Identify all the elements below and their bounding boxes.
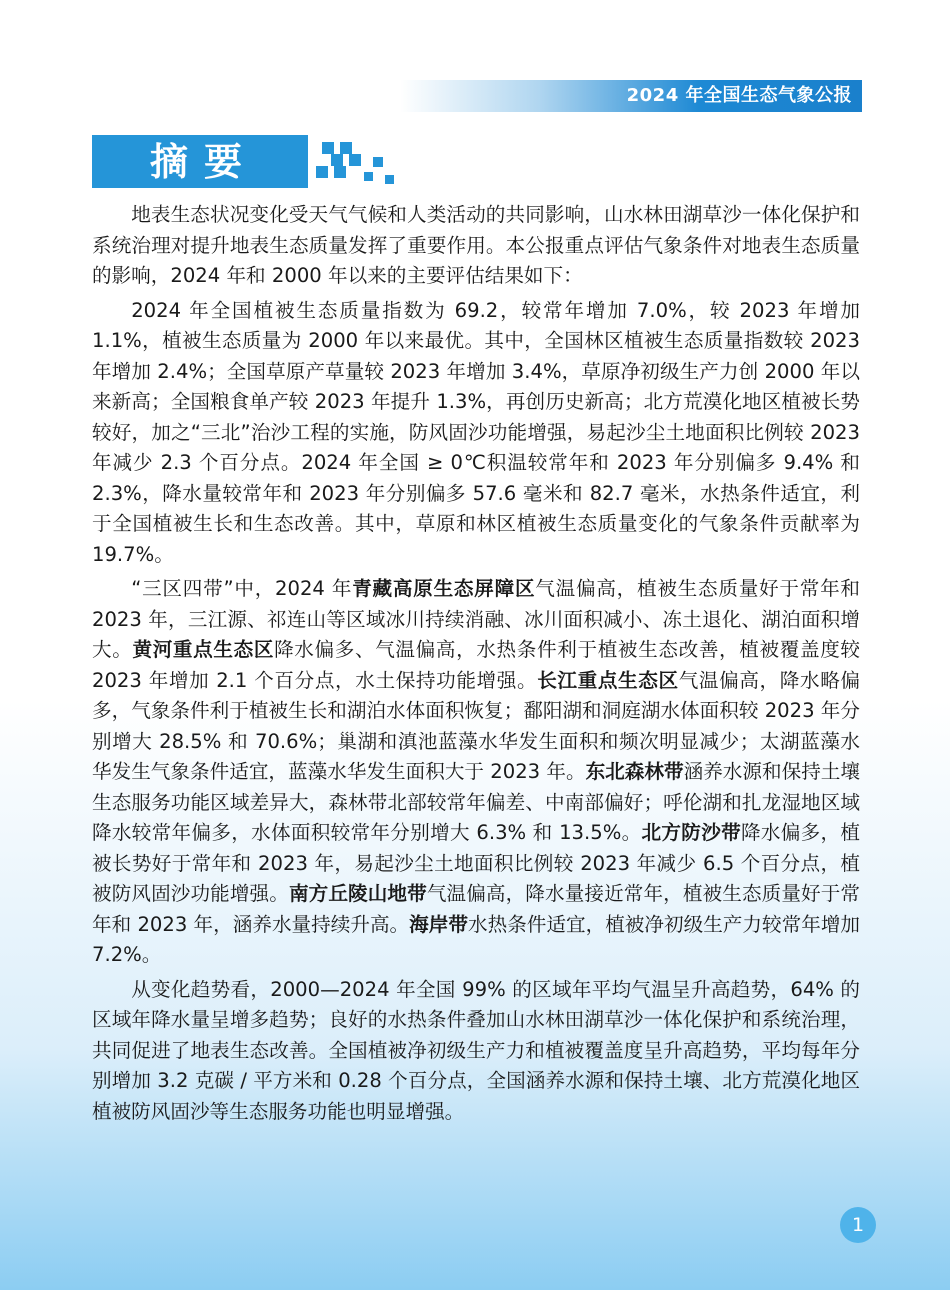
paragraph-trends: 从变化趋势看，2000—2024 年全国 99% 的区域年平均气温呈升高趋势，64% 的区域年降水量呈增多趋势；良好的水热条件叠加山水林田湖草沙一体化保护和系统治理，共同促进了地表生态改善。全国植被净初级生产力和植被覆盖度呈升高趋势，平均每年分别增加 3.2 克碳 / 平方米和 0.28 个百分点，全国涵养水源和保持土壤、北方荒漠化地区植被防风固沙等生态服务功能也明显增强。 — [92, 977, 860, 1123]
region-yangtze-river: 长江重点生态区 — [537, 668, 679, 692]
header-bar — [400, 80, 862, 112]
paragraph-intro: 地表生态状况变化受天气气候和人类活动的共同影响，山水林田湖草沙一体化保护和系统治理对提升地表生态质量发挥了重要作用。本公报重点评估气象条件对地表生态质量的影响，2024 年和 2000 年以来的主要评估结果如下： — [92, 203, 860, 287]
paragraph-2024-overview: 2024 年全国植被生态质量指数为 69.2，较常年增加 7.0%，较 2023 年增加 1.1%，植被生态质量为 2000 年以来最优。其中，全国林区植被生态质量指数较 2023 年增加 2.4%；全国草原产草量较 2023 年增加 3.4%，草原净初级生产力创 2000 年以来新高；全国粮食单产较 2023 年提升 1.3%，再创历史新高；北方荒漠化地区植被长势较好，加之“三北”治沙工程的实施，防风固沙功能增强，易起沙尘土地面积比例较 2023 年减少 2.3 个百分点。2024 年全国 ≥ 0℃积温较常年和 2023 年分别偏多 9.4% 和 2.3%，降水量较常年和 2023 年分别偏多 57.6 毫米和 82.7 毫米，水热条件适宜，利于全国植被生长和生态改善。其中，草原和林区植被生态质量变化的气象条件贡献率为 19.7%。 — [92, 298, 860, 566]
region-south-hills: 南方丘陵山地带 — [288, 882, 427, 905]
region-yellow-river: 黄河重点生态区 — [132, 638, 275, 661]
page-number-badge: 1 — [840, 1207, 876, 1243]
summary-body — [92, 200, 860, 1131]
region-coastal-belt: 海岸带 — [409, 912, 468, 936]
report-title: 2024 年全国生态气象公报 — [626, 85, 852, 106]
section-title: 摘要 — [150, 139, 259, 184]
region-qinghai-tibet: 青藏高原生态屏障区 — [352, 577, 536, 600]
region-north-sand-belt: 北方防沙带 — [641, 821, 741, 844]
region-northeast-forest: 东北森林带 — [585, 760, 684, 783]
paragraph-regions: “三区四带”中，2024 年青藏高原生态屏障区气温偏高，植被生态质量好于常年和 2023 年，三江源、祁连山等区域冰川持续消融、冰川面积减小、冻土退化、湖泊面积增大。黄河重点生态区降水偏多、气温偏高，水热条件利于植被生态改善，植被覆盖度较 2023 年增加 2.1 个百分点，水土保持功能增强。长江重点生态区气温偏高，降水略偏多，气象条件利于植被生长和湖泊水体面积恢复；鄱阳湖和洞庭湖水体面积较 2023 年分别增大 28.5% 和 70.6%；巢湖和滇池蓝藻水华发生面积和频次明显减少；太湖蓝藻水华发生气象条件适宜，蓝藻水华发生面积大于 2023 年。东北森林带涵养水源和保持土壤生态服务功能区域差异大，森林带北部较常年偏差、中南部偏好；呼伦湖和扎龙湿地区域降水较常年偏多，水体面积较常年分别增大 6.3% 和 13.5%。北方防沙带降水偏多，植被长势好于常年和 2023 年，易起沙尘土地面积比例较 2023 年减少 6.5 个百分点，植被防风固沙功能增强。南方丘陵山地带气温偏高，降水量接近常年，植被生态质量好于常年和 2023 年，涵养水量持续升高。海岸带水热条件适宜，植被净初级生产力较常年增加 7.2%。 — [92, 577, 861, 966]
section-title-box — [92, 135, 308, 188]
